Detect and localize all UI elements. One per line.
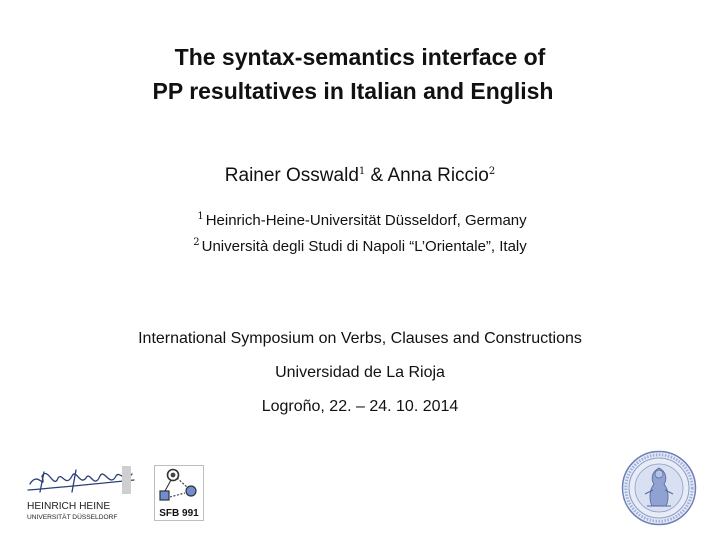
title-line-1: The syntax-semantics interface of: [174, 44, 546, 70]
affiliation-1-text: Heinrich-Heine-Universität Düsseldorf, Germany: [205, 212, 527, 229]
hhu-logo: [24, 462, 140, 524]
sfb-logo: [154, 465, 204, 521]
author-2: Anna Riccio: [387, 165, 489, 186]
author-1: Rainer Osswald: [224, 165, 359, 186]
conference-name: International Symposium on Verbs, Clauses and Constructions: [138, 330, 582, 347]
affiliation-2-marker: 2: [193, 237, 200, 248]
university-seal-icon: [621, 450, 697, 526]
logo-bar: [122, 466, 131, 494]
affiliation-2: [0, 232, 720, 258]
host-university: Universidad de La Rioja: [275, 364, 445, 381]
affiliation-2-text: Università degli Studi di Napoli “L’Orientale”, Italy: [201, 238, 527, 255]
hhu-subtitle: UNIVERSITÄT DÜSSELDORF: [27, 514, 118, 521]
slide-title: [0, 40, 720, 108]
author-2-marker: 2: [488, 166, 496, 177]
place-and-date: Logroño, 22. – 24. 10. 2014: [261, 398, 459, 415]
author-separator: &: [365, 165, 388, 186]
sfb-label: SFB 991: [159, 508, 199, 519]
hhu-name: HEINRICH HEINE: [27, 501, 111, 512]
affiliation-1: [0, 206, 720, 232]
author-1-marker: 1: [358, 166, 366, 177]
authors: [0, 160, 720, 188]
title-line-2: PP resultatives in Italian and English: [152, 78, 554, 104]
affiliation-1-marker: 1: [197, 211, 204, 222]
heine-signature-icon: [28, 470, 134, 492]
